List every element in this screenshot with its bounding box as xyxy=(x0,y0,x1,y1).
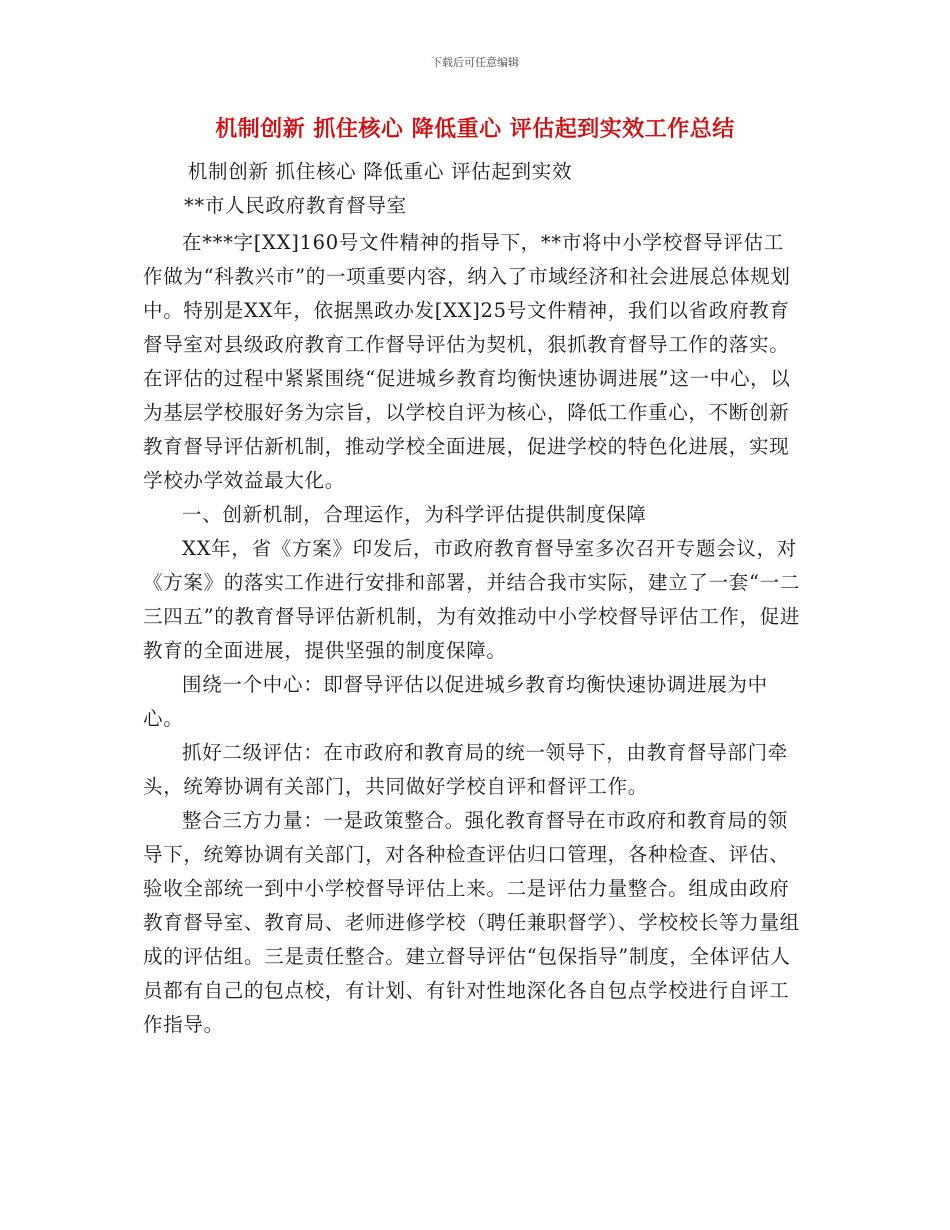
document-subtitle: 机制创新 抓住核心 降低重心 评估起到实效 xyxy=(187,160,573,183)
paragraph-three-forces: 整合三方力量：一是政策整合。强化教育督导在市政府和教育局的领导下，统筹协调有关部门，对各种检查评估归口管理，各种检查、评估、验收全部统一到中小学校督导评估上来。二是评估力量整合。组成由政府教育督导室、教育局、老师进修学校（聘任兼职督学）、学校校长等力量组成的评估组。三是责任整合。建立督导评估“包保指导”制度，全体评估人员都有自己的包点校，有计划、有针对性地深化各自包点学校进行自评工作指导。 xyxy=(143,809,800,1036)
paragraph-intro: 在***字[XX]160号文件精神的指导下，**市将中小学校督导评估工作做为“科教兴市”的一项重要内容，纳入了市域经济和社会进展总体规划中。特别是XX年，依据黑政办发[XX]25号文件精神，我们以省政府教育督导室对县级政府教育工作督导评估为契机，狠抓教育督导工作的落实。在评估的过程中紧紧围绕“促进城乡教育均衡快速协调进展”这一中心，以为基层学校服好务为宗旨，以学校自评为核心，降低工作重心，不断创新教育督导评估新机制，推动学校全面进展，促进学校的特色化进展，实现学校办学效益最大化。 xyxy=(143,231,791,492)
paragraph-one-center: 围绕一个中心：即督导评估以促进城乡教育均衡快速协调进展为中心。 xyxy=(143,673,768,730)
section-heading-1: 一、创新机制，合理运作，为科学评估提供制度保障 xyxy=(182,503,647,526)
header-note: 下载后可任意编辑 xyxy=(431,56,519,69)
paragraph-two-level: 抓好二级评估：在市政府和教育局的统一领导下，由教育督导部门牵头，统筹协调有关部门，共同做好学校自评和督评工作。 xyxy=(143,741,789,798)
paragraph-mechanism: XX年，省《方案》印发后，市政府教育督导室多次召开专题会议，对《方案》的落实工作进行安排和部署，并结合我市实际，建立了一套“一二三四五”的教育督导评估新机制，为有效推动中小学校督导评估工作，促进教育的全面进展，提供坚强的制度保障。 xyxy=(143,537,801,662)
issuing-organization: **市人民政府教育督导室 xyxy=(183,194,407,217)
document-body xyxy=(143,155,803,1042)
document-title: 机制创新 抓住核心 降低重心 评估起到实效工作总结 xyxy=(215,117,735,142)
